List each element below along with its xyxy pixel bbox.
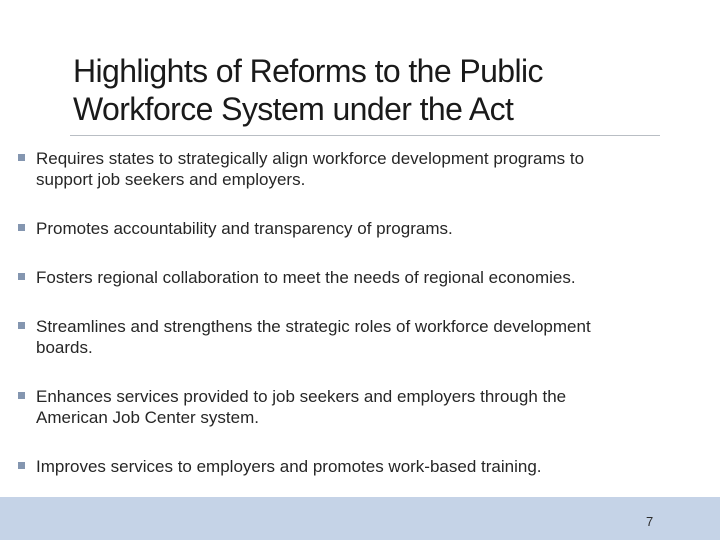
bullet-list [18, 148, 708, 505]
bullet-item [18, 218, 708, 239]
slide-title [73, 52, 673, 128]
square-bullet-icon [18, 224, 25, 231]
square-bullet-icon [18, 322, 25, 329]
page-number: 7 [646, 514, 654, 529]
bullet-item [18, 386, 708, 428]
slide-title-line-1: Highlights of Reforms to the Public [73, 53, 543, 89]
footer-bar [0, 497, 720, 540]
square-bullet-icon [18, 392, 25, 399]
bullet-item [18, 148, 708, 190]
bullet-text-line: American Job Center system. [36, 408, 259, 427]
bullet-text-line: Fosters regional collaboration to meet the needs of regional economies. [36, 268, 576, 287]
bullet-text-line: Promotes accountability and transparency of programs. [36, 219, 453, 238]
bullet-text-line: Improves services to employers and promotes work-based training. [36, 457, 542, 476]
bullet-text-line: boards. [36, 338, 93, 357]
bullet-item [18, 267, 708, 288]
title-underline [70, 135, 660, 136]
bullet-item [18, 456, 708, 477]
slide-title-line-2: Workforce System under the Act [73, 91, 514, 127]
bullet-text-line: Requires states to strategically align workforce development programs to [36, 149, 585, 168]
bullet-item [18, 316, 708, 358]
square-bullet-icon [18, 273, 25, 280]
bullet-text-line: Enhances services provided to job seekers and employers through the [36, 387, 567, 406]
bullet-text-line: support job seekers and employers. [36, 170, 306, 189]
bullet-text-line: Streamlines and strengthens the strategic roles of workforce development [36, 317, 591, 336]
square-bullet-icon [18, 462, 25, 469]
square-bullet-icon [18, 154, 25, 161]
